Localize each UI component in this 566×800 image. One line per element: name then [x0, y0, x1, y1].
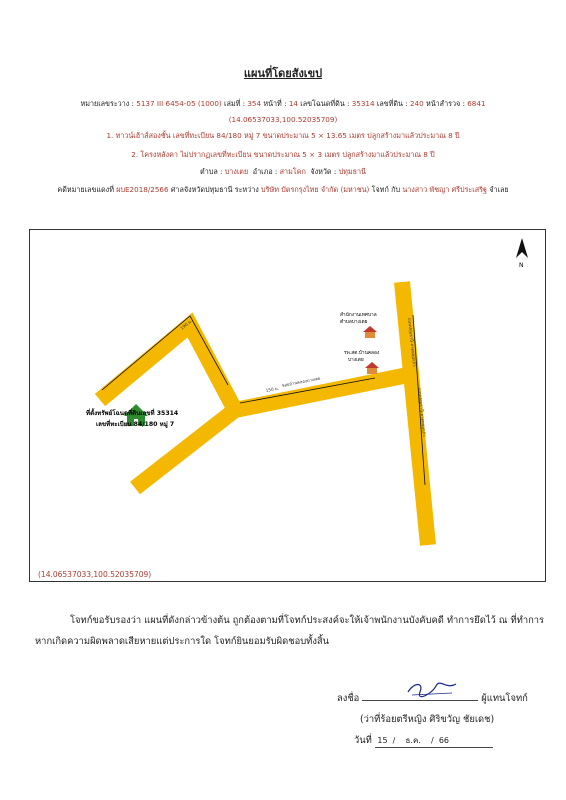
sign-label: ลงชื่อ	[337, 693, 360, 704]
book-value: 354	[247, 99, 262, 108]
date-day: 15	[377, 736, 388, 745]
signer-role: ผู้แทนโจทก์	[481, 693, 528, 704]
plaintiff: บริษัท บัตรกรุงไทย จำกัด (มหาชน)	[261, 185, 370, 194]
date-year: 66	[438, 736, 449, 745]
between-label: ระหว่าง	[234, 185, 259, 194]
property-label-1: ที่ตั้งทรัพย์โฉนดที่ดินเลขที่ 35314	[86, 410, 179, 417]
signature-line	[337, 690, 528, 706]
page-title: แผนที่โดยสังเขป	[243, 67, 323, 80]
poi2-label-2: บางเตย	[348, 358, 364, 363]
municipal-office-icon	[363, 326, 377, 338]
plaintiff-role: โจทก์ กับ	[371, 185, 401, 194]
soi-road-label: ซอยบ้านคลองบางเตย	[281, 375, 321, 388]
case-number: ผบE2018/2566	[116, 185, 169, 194]
deed-info-line	[0, 99, 566, 110]
tambon-value: บางเตย	[224, 167, 249, 176]
date-line	[354, 733, 493, 748]
province-value: ปทุมธานี	[338, 167, 366, 176]
main-road-label-2: ถนนปทุมธานี-ลาดหลุมแก้ว	[417, 387, 428, 437]
survey-label: หน้าสำรวจ :	[426, 99, 465, 108]
header-coordinates: (14.06537033,100.52035709)	[228, 115, 338, 124]
sheet-value: 5137 III 6454-05 (1000)	[136, 99, 222, 108]
signature-mark	[362, 690, 478, 701]
north-arrow-icon	[516, 238, 528, 258]
land-value: 240	[409, 99, 424, 108]
statement-line-2: หากเกิดความผิดพลาดเสียหายแต่ประการใด โจทก์ยินยอมรับผิดชอบทั้งสิ้น	[35, 636, 330, 647]
court: ศาลจังหวัดปทุมธานี	[170, 185, 233, 194]
defendant: นางสาว พัชญา ศรีประเสริฐ	[402, 185, 487, 194]
poi1-label-1: สำนักงานเทศบาล	[340, 313, 377, 318]
map-frame	[29, 229, 546, 582]
defendant-role: จำเลย	[489, 185, 509, 194]
amphoe-value: สามโคก	[279, 167, 306, 176]
province-label: จังหวัด :	[310, 167, 337, 176]
poi2-label-1: รพ.สต.บ้านคลอง	[344, 351, 380, 356]
north-label: N	[519, 262, 524, 269]
deed-label: เลขโฉนดที่ดิน :	[300, 99, 350, 108]
date-value: 15 / ธ.ค. / 66	[375, 734, 493, 748]
deed-value: 35314	[351, 99, 375, 108]
health-center-icon	[365, 362, 379, 374]
statement-line-1: โจทก์ขอรับรองว่า แผนที่ดังกล่าวข้างต้น ถูกต้องตามที่โจทก์ประสงค์จะให้เจ้าพนักงานบังคับคดี ทำการยึดไว้ ณ ที่ทำการ	[70, 615, 545, 626]
soi-road	[235, 375, 408, 410]
property-label-2: เลขที่ทะเบียน 84/180 หมู่ 7	[96, 421, 175, 428]
survey-value: 6841	[467, 99, 486, 108]
tambon-label: ตำบล :	[200, 167, 223, 176]
page-value: 14	[288, 99, 298, 108]
main-road-label-1: ถนนปทุมธานี-ลาดหลุมแก้ว	[407, 317, 418, 367]
case-label: คดีหมายเลขแดงที่	[57, 185, 114, 194]
date-month: ธ.ค.	[405, 736, 421, 745]
building-2: 2. โครงหลังคา ไม่ปรากฏเลขที่ทะเบียน ขนาดประมาณ 5 × 3 เมตร ปลูกสร้างมาแล้วประมาณ 8 ปี	[131, 150, 435, 159]
date-label: วันที่	[354, 735, 372, 746]
signature-scribble	[402, 680, 462, 698]
sheet-label: หมายเลขระวาง :	[80, 99, 134, 108]
book-label: เล่มที่ :	[224, 99, 246, 108]
map-coordinates: (14.06537033,100.52035709)	[38, 570, 152, 579]
map-drawing	[30, 230, 545, 581]
distance-label-2: 150 ม.	[265, 385, 280, 393]
building-1: 1. ทาวน์เฮ้าส์สองชั้น เลขที่ทะเบียน 84/180 หมู่ 7 ขนาดประมาณ 5 × 13.65 เมตร ปลูกสร้างมาแล้วประมาณ 8 ปี	[106, 131, 460, 140]
distance-label-1: 190 ม.	[179, 318, 193, 331]
side-road-upper	[100, 325, 235, 410]
land-label: เลขที่ดิน :	[376, 99, 408, 108]
case-line	[0, 185, 566, 196]
amphoe-label: อำเภอ :	[252, 167, 278, 176]
location-line	[0, 167, 566, 178]
page-label: หน้าที่ :	[263, 99, 287, 108]
poi1-label-2: ตำบลบางเตย	[340, 320, 368, 325]
signer-name: (ว่าที่ร้อยตรีหญิง ศิริขวัญ ชัยเดช)	[360, 714, 495, 725]
